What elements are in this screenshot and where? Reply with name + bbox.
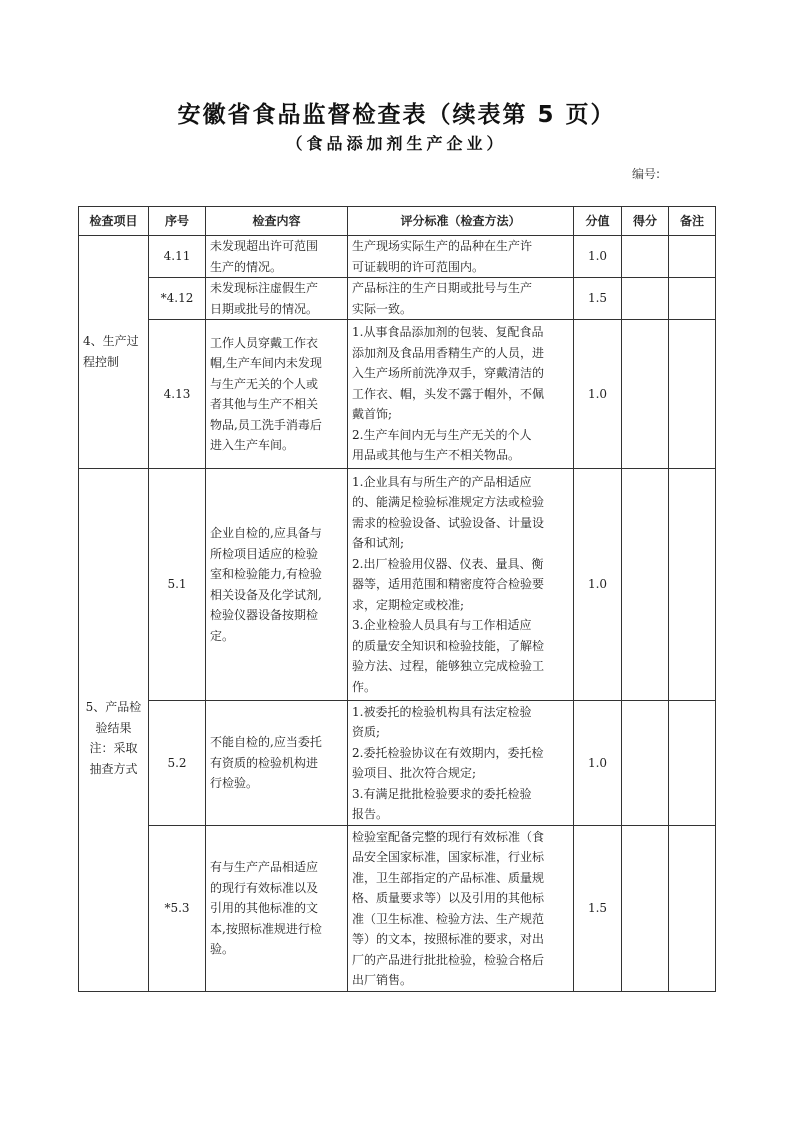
inspection-content-line: 物品,员工洗手消毒后 [210, 417, 322, 432]
inspection-content-line: 室和检验能力,有检验 [210, 567, 322, 581]
scoring-criteria-line: 等）的文本，按照标准的要求，对出 [352, 932, 545, 946]
table-row [79, 701, 716, 826]
remark-input-cell[interactable] [669, 701, 716, 826]
scoring-criteria-line: 2.生产车间内无与生产无关的个人 [352, 427, 532, 442]
category-cell-line: 程控制 [83, 354, 120, 369]
header-remark: 备注 [669, 207, 716, 236]
category-cell-line: 注：采取 [89, 741, 138, 755]
score-input-cell[interactable] [622, 320, 669, 469]
scoring-criteria-line: 器等，适用范围和精密度符合检验要 [352, 577, 545, 592]
inspection-content-line: 的现行有效标准以及 [210, 880, 319, 895]
category-cell-line: 抽查方式 [89, 761, 138, 776]
inspection-content-line: 本,按照标准规进行检 [210, 921, 322, 936]
inspection-table [78, 206, 716, 992]
table-row [79, 826, 716, 992]
scoring-criteria-line: 可证载明的许可范围内。 [352, 259, 485, 274]
table-row [79, 469, 716, 701]
scoring-criteria-line: 报告。 [352, 807, 389, 821]
remark-input-cell[interactable] [669, 469, 716, 701]
scoring-criteria-line: 生产现场实际生产的品种在生产许 [352, 239, 533, 253]
inspection-content-line: 引用的其他标准的文 [210, 901, 319, 916]
header-points: 分值 [574, 207, 622, 236]
scoring-criteria-line: 用品或其他与生产不相关物品。 [352, 448, 521, 463]
category-cell [79, 236, 149, 469]
scoring-criteria-line: 1.被委托的检验机构具有法定检验 [352, 704, 532, 719]
remark-input-cell[interactable] [669, 236, 716, 278]
category-cell-line: 验结果 [95, 720, 132, 735]
inspection-content-line: 与生产无关的个人或 [210, 376, 319, 391]
scoring-criteria-line: 厂的产品进行批批检验，检验合格后 [352, 952, 545, 967]
scoring-criteria-line: 验项目、批次符合规定; [352, 766, 477, 780]
inspection-content-line: 生产的情况。 [210, 259, 283, 274]
header-category: 检查项目 [79, 207, 149, 236]
item-number: *5.3 [149, 826, 206, 992]
scoring-criteria-line: 作。 [352, 679, 377, 694]
inspection-content-line: 验。 [210, 942, 235, 957]
scoring-criteria [348, 236, 574, 278]
inspection-content [206, 320, 348, 469]
scoring-criteria-line: 3.有满足批批检验要求的委托检验 [352, 786, 532, 801]
inspection-content-line: 不能自检的,应当委托 [210, 735, 322, 750]
scoring-criteria-line: 出厂销售。 [352, 973, 413, 987]
scoring-criteria-line: 资质; [352, 725, 381, 739]
inspection-content-line: 相关设备及化学试剂, [210, 587, 322, 602]
header-number: 序号 [149, 207, 206, 236]
score-input-cell[interactable] [622, 469, 669, 701]
item-number: 5.2 [149, 701, 206, 826]
inspection-content-line: 企业自检的,应具备与 [210, 526, 322, 540]
scoring-criteria-line: 1.从事食品添加剂的包装、复配食品 [352, 325, 544, 340]
inspection-content-line: 有资质的检验机构进 [210, 755, 319, 770]
category-cell-line: 5、产品检 [85, 700, 142, 714]
item-number: 4.13 [149, 320, 206, 469]
inspection-content-line: 未发现超出许可范围 [210, 239, 319, 253]
inspection-content [206, 826, 348, 992]
remark-input-cell[interactable] [669, 826, 716, 992]
header-criteria: 评分标准（检查方法） [348, 207, 574, 236]
item-number: 5.1 [149, 469, 206, 701]
points-value: 1.0 [574, 236, 622, 278]
inspection-content [206, 701, 348, 826]
scoring-criteria-line: 备和试剂; [352, 536, 405, 551]
item-number: *4.12 [149, 278, 206, 320]
scoring-criteria-line: 格、质量要求等）以及引用的其他标 [352, 891, 545, 905]
table-row [79, 320, 716, 469]
category-cell-line: 4、生产过 [83, 334, 139, 348]
points-value: 1.5 [574, 278, 622, 320]
scoring-criteria-line: 准，卫生部指定的产品标准、质量规 [352, 870, 545, 885]
scoring-criteria-line: 准（卫生标准、检验方法、生产规范 [352, 911, 545, 926]
table-header-row [79, 207, 716, 236]
points-value: 1.0 [574, 469, 622, 701]
scoring-criteria-line: 2.委托检验协议在有效期内，委托检 [352, 745, 544, 760]
code-label: 编号: [632, 167, 661, 181]
scoring-criteria-line: 验方法、过程，能够独立完成检验工 [352, 659, 545, 674]
scoring-criteria [348, 826, 574, 992]
scoring-criteria-line: 戴首饰; [352, 407, 393, 422]
scoring-criteria-line: 3.企业检验人员具有与工作相适应 [352, 618, 532, 633]
table-row [79, 236, 716, 278]
points-value: 1.5 [574, 826, 622, 992]
scoring-criteria [348, 320, 574, 469]
scoring-criteria-line: 的、能满足检验标准规定方法或检验 [352, 495, 545, 510]
item-number: 4.11 [149, 236, 206, 278]
inspection-content [206, 469, 348, 701]
inspection-content-line: 有与生产产品相适应 [210, 860, 319, 875]
scoring-criteria-line: 检验室配备完整的现行有效标准（食 [352, 829, 545, 844]
scoring-criteria [348, 469, 574, 701]
document-subtitle: （食品添加剂生产企业） [286, 134, 507, 153]
inspection-content-line: 定。 [210, 628, 235, 643]
category-cell [79, 469, 149, 992]
points-value: 1.0 [574, 320, 622, 469]
scoring-criteria [348, 278, 574, 320]
inspection-content-line: 行检验。 [210, 776, 259, 791]
inspection-content-line: 所检项目适应的检验 [210, 546, 319, 561]
scoring-criteria-line: 添加剂及食品用香精生产的人员，进 [352, 345, 545, 360]
remark-input-cell[interactable] [669, 320, 716, 469]
table-row [79, 278, 716, 320]
scoring-criteria-line: 实际一致。 [352, 301, 413, 316]
scoring-criteria-line: 的质量安全知识和检验技能，了解检 [352, 638, 545, 653]
score-input-cell[interactable] [622, 236, 669, 278]
scoring-criteria-line: 2.出厂检验用仪器、仪表、量具、衡 [352, 556, 544, 571]
header-score: 得分 [622, 207, 669, 236]
remark-input-cell[interactable] [669, 278, 716, 320]
inspection-content-line: 工作人员穿戴工作衣 [210, 335, 319, 350]
inspection-content-line: 日期或批号的情况。 [210, 301, 319, 316]
scoring-criteria [348, 701, 574, 826]
inspection-content-line: 者其他与生产不相关 [210, 397, 319, 411]
scoring-criteria-line: 工作衣、帽，头发不露于帽外，不佩 [352, 386, 545, 401]
scoring-criteria-line: 求，定期检定或校准; [352, 597, 465, 612]
inspection-content-line: 检验仪器设备按期检 [210, 608, 319, 622]
points-value: 1.0 [574, 701, 622, 826]
score-input-cell[interactable] [622, 278, 669, 320]
scoring-criteria-line: 产品标注的生产日期或批号与生产 [352, 281, 533, 295]
score-input-cell[interactable] [622, 701, 669, 826]
scoring-criteria-line: 入生产场所前洗净双手，穿戴清洁的 [352, 366, 545, 381]
score-input-cell[interactable] [622, 826, 669, 992]
inspection-content [206, 278, 348, 320]
inspection-content-line: 进入生产车间。 [210, 438, 295, 452]
scoring-criteria-line: 品安全国家标准，国家标准，行业标 [352, 850, 545, 864]
scoring-criteria-line: 1.企业具有与所生产的产品相适应 [352, 474, 532, 489]
inspection-content-line: 未发现标注虚假生产 [210, 281, 319, 295]
document-title: 安徽省食品监督检查表（续表第 5 页） [177, 102, 616, 128]
scoring-criteria-line: 需求的检验设备、试验设备、计量设 [352, 515, 545, 530]
inspection-content-line: 帽,生产车间内未发现 [210, 356, 322, 370]
header-content: 检查内容 [206, 207, 348, 236]
inspection-content [206, 236, 348, 278]
